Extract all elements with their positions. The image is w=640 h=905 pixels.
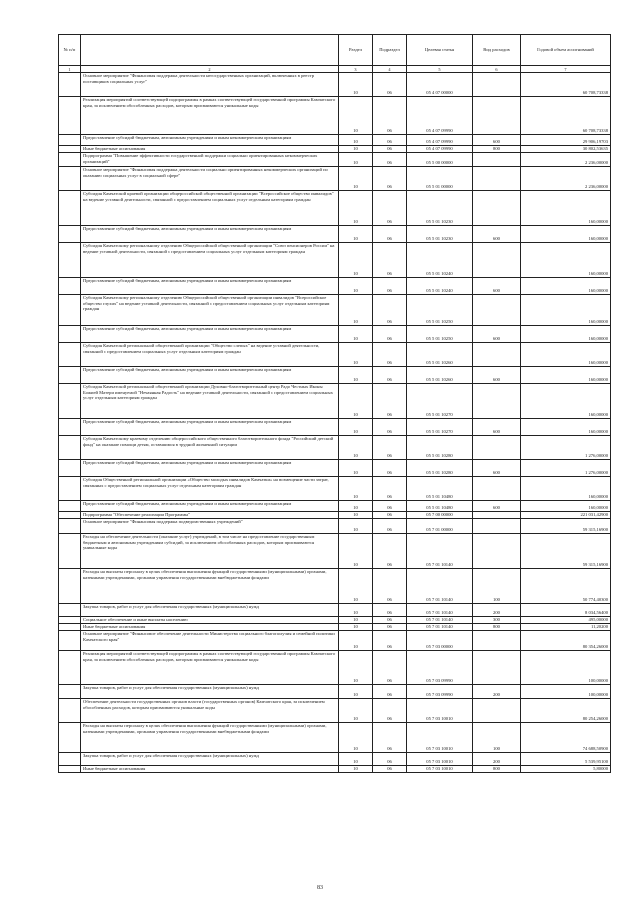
row-subsection: 06 xyxy=(373,343,407,367)
row-section: 10 xyxy=(339,278,373,295)
row-amount: 221 031,42900 xyxy=(521,512,611,519)
row-target: 05 7 01 10140 xyxy=(407,617,473,624)
row-section: 10 xyxy=(339,226,373,243)
row-subsection: 06 xyxy=(373,153,407,167)
row-subsection: 06 xyxy=(373,191,407,226)
row-amount: 2 236,00000 xyxy=(521,167,611,191)
table-body xyxy=(59,73,611,773)
row-subsection: 06 xyxy=(373,501,407,512)
row-number xyxy=(59,384,81,419)
row-expense-type: 600 xyxy=(473,278,521,295)
row-name: Основное мероприятие "Финансовое обеспечение деятельности Министерства социального благополучия и семейной политики Камчатского края" xyxy=(81,631,339,651)
row-name: Закупка товаров, работ и услуг для обеспечения государственных (муниципальных) нужд xyxy=(81,604,339,617)
row-target: 05 5 01 10260 xyxy=(407,367,473,384)
row-amount: 59 315,16900 xyxy=(521,519,611,534)
table-row xyxy=(59,624,611,631)
table-header-row xyxy=(59,35,611,66)
row-amount: 160,00000 xyxy=(521,367,611,384)
row-amount: 60 708,73338 xyxy=(521,73,611,97)
row-section: 10 xyxy=(339,419,373,436)
row-name: Иные бюджетные ассигнования xyxy=(81,624,339,631)
row-expense-type: 200 xyxy=(473,753,521,766)
row-amount: 160,00000 xyxy=(521,191,611,226)
row-number xyxy=(59,97,81,135)
row-subsection: 06 xyxy=(373,604,407,617)
row-section: 10 xyxy=(339,326,373,343)
table-row xyxy=(59,460,611,477)
table-row xyxy=(59,477,611,501)
row-target: 05 7 03 10010 xyxy=(407,753,473,766)
row-subsection: 06 xyxy=(373,167,407,191)
row-subsection: 06 xyxy=(373,624,407,631)
row-number xyxy=(59,766,81,773)
table-row xyxy=(59,326,611,343)
row-section: 10 xyxy=(339,512,373,519)
row-name: Расходы на обеспечение деятельности (оказание услуг) учреждений, в том числе на предоставление государственным бюджетным и автономным учреждениям субсидий, за исключением обособленных расходов, которым присваиваются уникальные коды xyxy=(81,534,339,569)
column-number: 6 xyxy=(473,66,521,73)
column-number: 5 xyxy=(407,66,473,73)
row-subsection: 06 xyxy=(373,419,407,436)
row-number xyxy=(59,624,81,631)
row-expense-type xyxy=(473,243,521,278)
row-expense-type: 600 xyxy=(473,135,521,146)
row-target: 05 7 03 09990 xyxy=(407,651,473,685)
row-number xyxy=(59,191,81,226)
row-name: Субсидия Камчатскому региональному отделению Общероссийской общественной организации "Союз пенсионеров России" на ведение уставной деятельности, связанной с предоставлением социальных услуг отдельным категориям граждан xyxy=(81,243,339,278)
row-number xyxy=(59,153,81,167)
row-target: 05 5 01 10230 xyxy=(407,226,473,243)
table-row xyxy=(59,153,611,167)
row-target: 05 7 03 10010 xyxy=(407,723,473,753)
row-expense-type xyxy=(473,477,521,501)
row-number xyxy=(59,501,81,512)
row-target: 05 5 01 10280 xyxy=(407,460,473,477)
row-name: Субсидия Камчатской краевой организации общероссийской общественной организации "Всероссийское общество инвалидов" на ведение уставной деятельности, связанной с предоставлением социальных услуг отдельным категориям граждан xyxy=(81,191,339,226)
row-expense-type xyxy=(473,153,521,167)
row-expense-type xyxy=(473,534,521,569)
row-target: 05 5 00 00000 xyxy=(407,153,473,167)
row-subsection: 06 xyxy=(373,699,407,723)
row-amount: 100,00000 xyxy=(521,685,611,699)
table-row xyxy=(59,278,611,295)
row-amount: 2 236,00000 xyxy=(521,153,611,167)
row-amount: 160,00000 xyxy=(521,278,611,295)
row-target: 05 7 03 09990 xyxy=(407,685,473,699)
row-number xyxy=(59,295,81,326)
row-subsection: 06 xyxy=(373,73,407,97)
row-number xyxy=(59,367,81,384)
row-name: Социальное обеспечение и иные выплаты населению xyxy=(81,617,339,624)
row-amount: 80 254,26000 xyxy=(521,699,611,723)
row-section: 10 xyxy=(339,295,373,326)
table-row xyxy=(59,512,611,519)
row-amount: 5,80000 xyxy=(521,766,611,773)
column-number: 4 xyxy=(373,66,407,73)
row-expense-type xyxy=(473,167,521,191)
row-name: Реализация мероприятий соответствующей подпрограммы в рамках соответствующей государственной программы Камчатского края, за исключением обособленных расходов, которым присваиваются уникальные коды xyxy=(81,651,339,685)
row-name: Иные бюджетные ассигнования xyxy=(81,766,339,773)
row-number xyxy=(59,699,81,723)
row-name: Основное мероприятие "Финансовая поддержка подведомственных учреждений" xyxy=(81,519,339,534)
header-subsection: Подраздел xyxy=(373,35,407,66)
row-section: 10 xyxy=(339,723,373,753)
row-amount: 1 276,00000 xyxy=(521,460,611,477)
row-number xyxy=(59,73,81,97)
row-subsection: 06 xyxy=(373,519,407,534)
column-number: 1 xyxy=(59,66,81,73)
row-section: 10 xyxy=(339,167,373,191)
row-number xyxy=(59,167,81,191)
row-number xyxy=(59,753,81,766)
row-number xyxy=(59,477,81,501)
row-expense-type: 100 xyxy=(473,569,521,604)
row-name: Подпрограмма "Повышение эффективности государственной поддержки социально ориентированных некоммерческих организаций" xyxy=(81,153,339,167)
row-amount: 29 906,19703 xyxy=(521,135,611,146)
header-target: Целевая статья xyxy=(407,35,473,66)
row-section: 10 xyxy=(339,477,373,501)
row-section: 10 xyxy=(339,135,373,146)
row-expense-type xyxy=(473,73,521,97)
row-subsection: 06 xyxy=(373,534,407,569)
table-row xyxy=(59,367,611,384)
column-numbers-row xyxy=(59,66,611,73)
row-subsection: 06 xyxy=(373,226,407,243)
header-expense-type: Вид расходов xyxy=(473,35,521,66)
row-amount: 8 034,56400 xyxy=(521,604,611,617)
row-amount: 160,00000 xyxy=(521,343,611,367)
column-number: 2 xyxy=(81,66,339,73)
row-subsection: 06 xyxy=(373,326,407,343)
row-amount: 5 539,95100 xyxy=(521,753,611,766)
row-expense-type: 200 xyxy=(473,604,521,617)
row-name: Предоставление субсидий бюджетным, автономным учреждениям и иным некоммерческим организациям xyxy=(81,135,339,146)
row-number xyxy=(59,243,81,278)
row-expense-type xyxy=(473,97,521,135)
row-name: Подпрограмма "Обеспечение реализации Программы" xyxy=(81,512,339,519)
row-expense-type xyxy=(473,512,521,519)
row-subsection: 06 xyxy=(373,512,407,519)
row-name: Предоставление субсидий бюджетным, автономным учреждениям и иным некоммерческим организациям xyxy=(81,501,339,512)
row-name: Расходы на выплаты персоналу в целях обеспечения выполнения функций государственными (муниципальными) органами, казенными учреждениями, органами управления государственными внебюджетными фондами xyxy=(81,723,339,753)
table-row xyxy=(59,419,611,436)
table-row xyxy=(59,519,611,534)
row-target: 05 4 07 09990 xyxy=(407,135,473,146)
row-subsection: 06 xyxy=(373,460,407,477)
row-expense-type: 800 xyxy=(473,624,521,631)
row-subsection: 06 xyxy=(373,651,407,685)
row-name: Субсидия Общественной региональной организации «Общество молодых инвалидов Камчатки» на возмещение части затрат, связанных с предоставлением социальных услуг отдельным категориям граждан xyxy=(81,477,339,501)
table-row xyxy=(59,766,611,773)
row-name: Предоставление субсидий бюджетным, автономным учреждениям и иным некоммерческим организациям xyxy=(81,460,339,477)
row-number xyxy=(59,512,81,519)
table-row xyxy=(59,146,611,153)
row-target: 05 4 07 09990 xyxy=(407,97,473,135)
table-row xyxy=(59,97,611,135)
row-name: Основное мероприятие "Финансовая поддержка деятельности негосударственных организаций, включенных в реестр поставщиков социальных услуг" xyxy=(81,73,339,97)
row-section: 10 xyxy=(339,243,373,278)
table-row xyxy=(59,436,611,460)
row-number xyxy=(59,278,81,295)
row-section: 10 xyxy=(339,651,373,685)
row-section: 10 xyxy=(339,146,373,153)
row-subsection: 06 xyxy=(373,367,407,384)
row-section: 10 xyxy=(339,534,373,569)
row-target: 05 4 07 00000 xyxy=(407,73,473,97)
row-name: Реализация мероприятий соответствующей подпрограммы в рамках соответствующей государственной программы Камчатского края, за исключением обособленных расходов, которым присваиваются уникальные коды xyxy=(81,97,339,135)
row-amount: 100,00000 xyxy=(521,651,611,685)
row-name: Предоставление субсидий бюджетным, автономным учреждениям и иным некоммерческим организациям xyxy=(81,367,339,384)
row-amount: 80 354,26000 xyxy=(521,631,611,651)
row-expense-type xyxy=(473,295,521,326)
row-target: 05 7 01 00000 xyxy=(407,519,473,534)
row-section: 10 xyxy=(339,685,373,699)
row-amount: 160,00000 xyxy=(521,243,611,278)
row-expense-type: 800 xyxy=(473,766,521,773)
row-section: 10 xyxy=(339,501,373,512)
table-row xyxy=(59,651,611,685)
row-amount: 495,00000 xyxy=(521,617,611,624)
row-section: 10 xyxy=(339,73,373,97)
row-name: Расходы на выплаты персоналу в целях обеспечения выполнения функций государственными (муниципальными) органами, казенными учреждениями, органами управления государственными внебюджетными фондами xyxy=(81,569,339,604)
row-section: 10 xyxy=(339,460,373,477)
table-row xyxy=(59,501,611,512)
row-amount: 50 774,40300 xyxy=(521,569,611,604)
table-row xyxy=(59,685,611,699)
row-name: Закупка товаров, работ и услуг для обеспечения государственных (муниципальных) нужд xyxy=(81,685,339,699)
row-target: 05 5 01 10480 xyxy=(407,501,473,512)
table-row xyxy=(59,631,611,651)
row-target: 05 7 01 10140 xyxy=(407,624,473,631)
row-section: 10 xyxy=(339,766,373,773)
row-expense-type xyxy=(473,651,521,685)
table-row xyxy=(59,617,611,624)
row-target: 05 4 07 09990 xyxy=(407,146,473,153)
row-target: 05 5 01 10250 xyxy=(407,326,473,343)
page-number: 83 xyxy=(317,885,323,891)
table-row xyxy=(59,226,611,243)
row-section: 10 xyxy=(339,624,373,631)
table-row xyxy=(59,243,611,278)
table-row xyxy=(59,384,611,419)
row-name: Основное мероприятие "Финансовая поддержка деятельности социально ориентированных некоммерческих организаций по оказанию социальных услуг в социальной сфере" xyxy=(81,167,339,191)
row-number xyxy=(59,226,81,243)
row-amount: 160,00000 xyxy=(521,226,611,243)
row-name: Предоставление субсидий бюджетным, автономным учреждениям и иным некоммерческим организациям xyxy=(81,419,339,436)
row-expense-type: 800 xyxy=(473,146,521,153)
row-amount: 74 688,50900 xyxy=(521,723,611,753)
row-number xyxy=(59,617,81,624)
row-subsection: 06 xyxy=(373,146,407,153)
row-subsection: 06 xyxy=(373,753,407,766)
row-subsection: 06 xyxy=(373,685,407,699)
table-row xyxy=(59,191,611,226)
row-name: Предоставление субсидий бюджетным, автономным учреждениям и иным некоммерческим организациям xyxy=(81,326,339,343)
row-target: 05 7 01 10140 xyxy=(407,569,473,604)
row-amount: 1 276,00000 xyxy=(521,436,611,460)
header-amount: Годовой объем ассигнований xyxy=(521,35,611,66)
row-target: 05 5 01 00000 xyxy=(407,167,473,191)
row-target: 05 5 01 10270 xyxy=(407,384,473,419)
row-section: 10 xyxy=(339,384,373,419)
row-number xyxy=(59,419,81,436)
row-name: Субсидия Камчатскому краевому отделению общероссийского общественного благотворительного фонда "Российский детский фонд" на оказание помощи детям, оставшимся в трудной жизненной ситуации xyxy=(81,436,339,460)
row-section: 10 xyxy=(339,97,373,135)
row-number xyxy=(59,436,81,460)
column-number: 3 xyxy=(339,66,373,73)
row-expense-type xyxy=(473,191,521,226)
row-section: 10 xyxy=(339,753,373,766)
table-row xyxy=(59,534,611,569)
row-name: Субсидия Камчатской региональной общественной организации Духовно-благотворительный центр Радо Честных Иконы Божией Матери именуемой "Нечаянная Радость" на ведение уставной деятельности, связанной с предоставлением социальных услуг отдельным категориям граждан xyxy=(81,384,339,419)
row-section: 10 xyxy=(339,617,373,624)
row-amount: 160,00000 xyxy=(521,326,611,343)
row-target: 05 5 01 10240 xyxy=(407,278,473,295)
table-row xyxy=(59,753,611,766)
row-target: 05 5 01 10480 xyxy=(407,477,473,501)
header-name xyxy=(81,35,339,66)
row-subsection: 06 xyxy=(373,631,407,651)
row-expense-type: 600 xyxy=(473,326,521,343)
row-subsection: 06 xyxy=(373,278,407,295)
row-expense-type xyxy=(473,519,521,534)
row-target: 05 5 01 10260 xyxy=(407,343,473,367)
row-amount: 160,00000 xyxy=(521,384,611,419)
row-target: 05 7 03 00000 xyxy=(407,631,473,651)
row-number xyxy=(59,604,81,617)
row-section: 10 xyxy=(339,343,373,367)
row-subsection: 06 xyxy=(373,569,407,604)
row-number xyxy=(59,146,81,153)
row-expense-type xyxy=(473,436,521,460)
table-row xyxy=(59,569,611,604)
row-section: 10 xyxy=(339,699,373,723)
row-number xyxy=(59,326,81,343)
row-number xyxy=(59,685,81,699)
row-target: 05 7 03 10010 xyxy=(407,766,473,773)
row-expense-type xyxy=(473,699,521,723)
margin-mark xyxy=(620,800,628,890)
row-subsection: 06 xyxy=(373,295,407,326)
row-amount: 59 315,16900 xyxy=(521,534,611,569)
table-row xyxy=(59,723,611,753)
row-subsection: 06 xyxy=(373,243,407,278)
row-expense-type: 600 xyxy=(473,367,521,384)
row-expense-type: 200 xyxy=(473,685,521,699)
row-expense-type: 600 xyxy=(473,501,521,512)
row-target: 05 7 03 10010 xyxy=(407,699,473,723)
row-number xyxy=(59,651,81,685)
row-expense-type xyxy=(473,343,521,367)
row-subsection: 06 xyxy=(373,97,407,135)
row-expense-type: 600 xyxy=(473,419,521,436)
header-section: Раздел xyxy=(339,35,373,66)
row-name: Субсидия Камчатскому региональному отделению Общероссийской общественной организации инвалидов "Всероссийское общество глухих" на ведение уставной деятельности, связанной с предоставлением социальных услуг отдельным категориям граждан xyxy=(81,295,339,326)
table-row xyxy=(59,604,611,617)
row-expense-type xyxy=(473,384,521,419)
row-name: Предоставление субсидий бюджетным, автономным учреждениям и иным некоммерческим организациям xyxy=(81,278,339,295)
row-number xyxy=(59,569,81,604)
row-section: 10 xyxy=(339,436,373,460)
row-target: 05 5 01 10240 xyxy=(407,243,473,278)
row-subsection: 06 xyxy=(373,384,407,419)
row-subsection: 06 xyxy=(373,617,407,624)
row-target: 05 7 01 10140 xyxy=(407,534,473,569)
table-row xyxy=(59,295,611,326)
row-amount: 60 708,73338 xyxy=(521,97,611,135)
row-expense-type xyxy=(473,631,521,651)
row-subsection: 06 xyxy=(373,436,407,460)
row-amount: 160,00000 xyxy=(521,419,611,436)
row-target: 05 5 01 10270 xyxy=(407,419,473,436)
row-amount: 11,20200 xyxy=(521,624,611,631)
row-target: 05 7 00 00000 xyxy=(407,512,473,519)
row-number xyxy=(59,631,81,651)
row-name: Обеспечение деятельности государственных органов власти (государственных органов) Камчатского края, за исключением обособленных расходов, которым присваиваются уникальные коды xyxy=(81,699,339,723)
row-target: 05 5 01 10250 xyxy=(407,295,473,326)
row-name: Субсидия Камчатской региональной общественной организации "Общество слепых" на ведение уставной деятельности, связанной с предоставлением социальных услуг отдельным категориям граждан xyxy=(81,343,339,367)
row-number xyxy=(59,343,81,367)
row-expense-type: 300 xyxy=(473,617,521,624)
row-number xyxy=(59,135,81,146)
row-target: 05 7 01 10140 xyxy=(407,604,473,617)
header-num: № п/п xyxy=(59,35,81,66)
row-subsection: 06 xyxy=(373,766,407,773)
row-amount: 160,00000 xyxy=(521,501,611,512)
table-row xyxy=(59,343,611,367)
row-section: 10 xyxy=(339,519,373,534)
table-row xyxy=(59,699,611,723)
row-subsection: 06 xyxy=(373,723,407,753)
table-row xyxy=(59,135,611,146)
table-row xyxy=(59,73,611,97)
row-name: Предоставление субсидий бюджетным, автономным учреждениям и иным некоммерческим организациям xyxy=(81,226,339,243)
row-amount: 160,00000 xyxy=(521,295,611,326)
row-number xyxy=(59,460,81,477)
row-section: 10 xyxy=(339,153,373,167)
budget-table xyxy=(58,34,611,773)
row-section: 10 xyxy=(339,631,373,651)
row-amount: 30 802,53635 xyxy=(521,146,611,153)
row-name: Иные бюджетные ассигнования xyxy=(81,146,339,153)
row-expense-type: 600 xyxy=(473,460,521,477)
row-target: 05 5 01 10280 xyxy=(407,436,473,460)
table-row xyxy=(59,167,611,191)
row-section: 10 xyxy=(339,604,373,617)
row-expense-type: 100 xyxy=(473,723,521,753)
row-number xyxy=(59,534,81,569)
row-subsection: 06 xyxy=(373,477,407,501)
row-number xyxy=(59,723,81,753)
row-section: 10 xyxy=(339,191,373,226)
row-subsection: 06 xyxy=(373,135,407,146)
row-section: 10 xyxy=(339,367,373,384)
row-section: 10 xyxy=(339,569,373,604)
row-target: 05 5 01 10230 xyxy=(407,191,473,226)
row-number xyxy=(59,519,81,534)
row-name: Закупка товаров, работ и услуг для обеспечения государственных (муниципальных) нужд xyxy=(81,753,339,766)
column-number: 7 xyxy=(521,66,611,73)
row-expense-type: 600 xyxy=(473,226,521,243)
row-amount: 160,00000 xyxy=(521,477,611,501)
